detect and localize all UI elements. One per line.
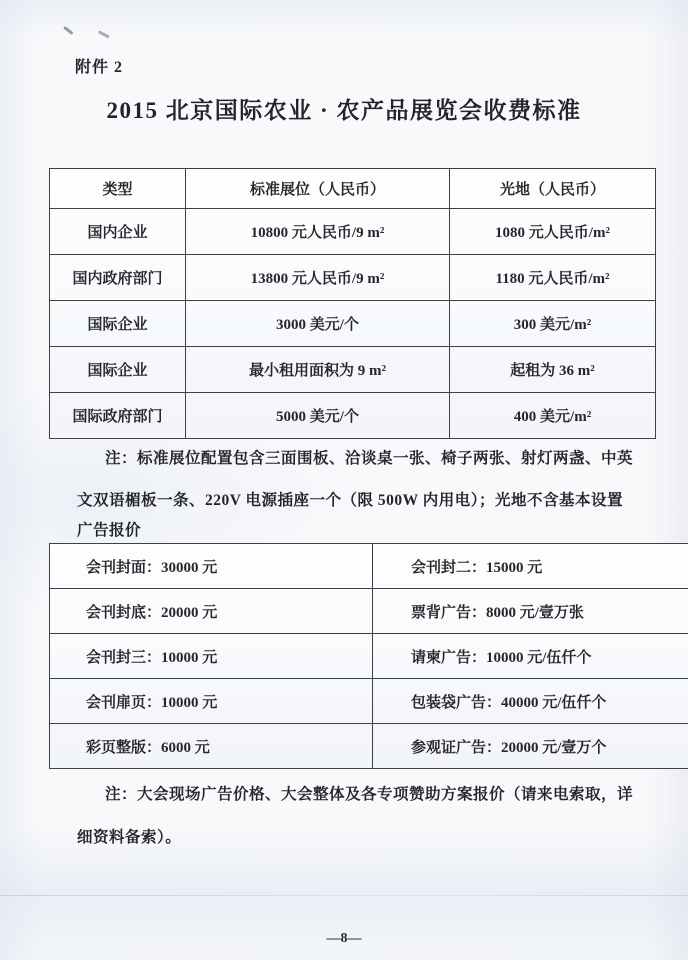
- scan-crease-line: [0, 895, 688, 896]
- table-row: [50, 301, 656, 347]
- ad-pricing-heading: 广告报价: [77, 522, 142, 539]
- ad-cell: 包装袋广告：40000 元/伍仟个: [373, 679, 688, 724]
- attachment-label: 附件 2: [75, 59, 124, 76]
- table-row: [50, 544, 688, 589]
- table-row: [50, 724, 688, 769]
- table-row: [50, 209, 656, 255]
- booth-note-line: 文双语楣板一条、220V 电源插座一个（限 500W 内用电）；光地不含基本设置: [77, 492, 624, 509]
- booth-cell-raw-price: 300 美元/m²: [450, 301, 656, 347]
- ad-cell: 会刊封三：10000 元: [50, 634, 373, 679]
- table-row: [50, 679, 688, 724]
- booth-cell-category: 国际企业: [50, 301, 186, 347]
- ad-cell: 会刊扉页：10000 元: [50, 679, 373, 724]
- table-row: [50, 634, 688, 679]
- booth-cell-standard-price: 3000 美元/个: [186, 301, 450, 347]
- ad-cell: 会刊封面：30000 元: [50, 544, 373, 589]
- booth-note-line: 注：标准展位配置包含三面围板、洽谈桌一张、椅子两张、射灯两盏、中英: [105, 450, 634, 467]
- booth-header-row: [50, 169, 656, 209]
- ad-cell: 彩页整版：6000 元: [50, 724, 373, 769]
- ad-cell: 请柬广告：10000 元/伍仟个: [373, 634, 688, 679]
- table-row: [50, 589, 688, 634]
- booth-cell-category: 国内政府部门: [50, 255, 186, 301]
- booth-cell-category: 国际政府部门: [50, 393, 186, 439]
- booth-cell-standard-price: 5000 美元/个: [186, 393, 450, 439]
- pen-mark-icon: [63, 26, 73, 35]
- booth-fee-table: [49, 168, 656, 439]
- booth-cell-category: 国内企业: [50, 209, 186, 255]
- booth-cell-standard-price: 13800 元人民币/9 m²: [186, 255, 450, 301]
- booth-cell-raw-price: 1180 元人民币/m²: [450, 255, 656, 301]
- booth-cell-category: 国际企业: [50, 347, 186, 393]
- ad-cell: 参观证广告：20000 元/壹万个: [373, 724, 688, 769]
- booth-header-type: 类型: [50, 169, 186, 209]
- ad-cell: 会刊封二：15000 元: [373, 544, 688, 589]
- booth-cell-raw-price: 1080 元人民币/m²: [450, 209, 656, 255]
- booth-header-standard-booth: 标准展位（人民币）: [186, 169, 450, 209]
- booth-cell-raw-price: 起租为 36 m²: [450, 347, 656, 393]
- pen-mark-icon: [98, 30, 110, 38]
- booth-cell-raw-price: 400 美元/m²: [450, 393, 656, 439]
- page-title: 2015 北京国际农业 · 农产品展览会收费标准: [106, 98, 582, 123]
- ad-cell: 会刊封底：20000 元: [50, 589, 373, 634]
- booth-cell-standard-price: 10800 元人民币/9 m²: [186, 209, 450, 255]
- table-row: [50, 347, 656, 393]
- booth-header-raw-space: 光地（人民币）: [450, 169, 656, 209]
- ad-price-table: [49, 543, 688, 769]
- ad-note-line: 细资料备索）。: [77, 829, 182, 846]
- ad-cell: 票背广告：8000 元/壹万张: [373, 589, 688, 634]
- booth-cell-standard-price: 最小租用面积为 9 m²: [186, 347, 450, 393]
- table-row: [50, 255, 656, 301]
- ad-note-line: 注：大会现场广告价格、大会整体及各专项赞助方案报价（请来电索取，详: [105, 786, 634, 803]
- page-number: —8—: [326, 931, 362, 946]
- table-row: [50, 393, 656, 439]
